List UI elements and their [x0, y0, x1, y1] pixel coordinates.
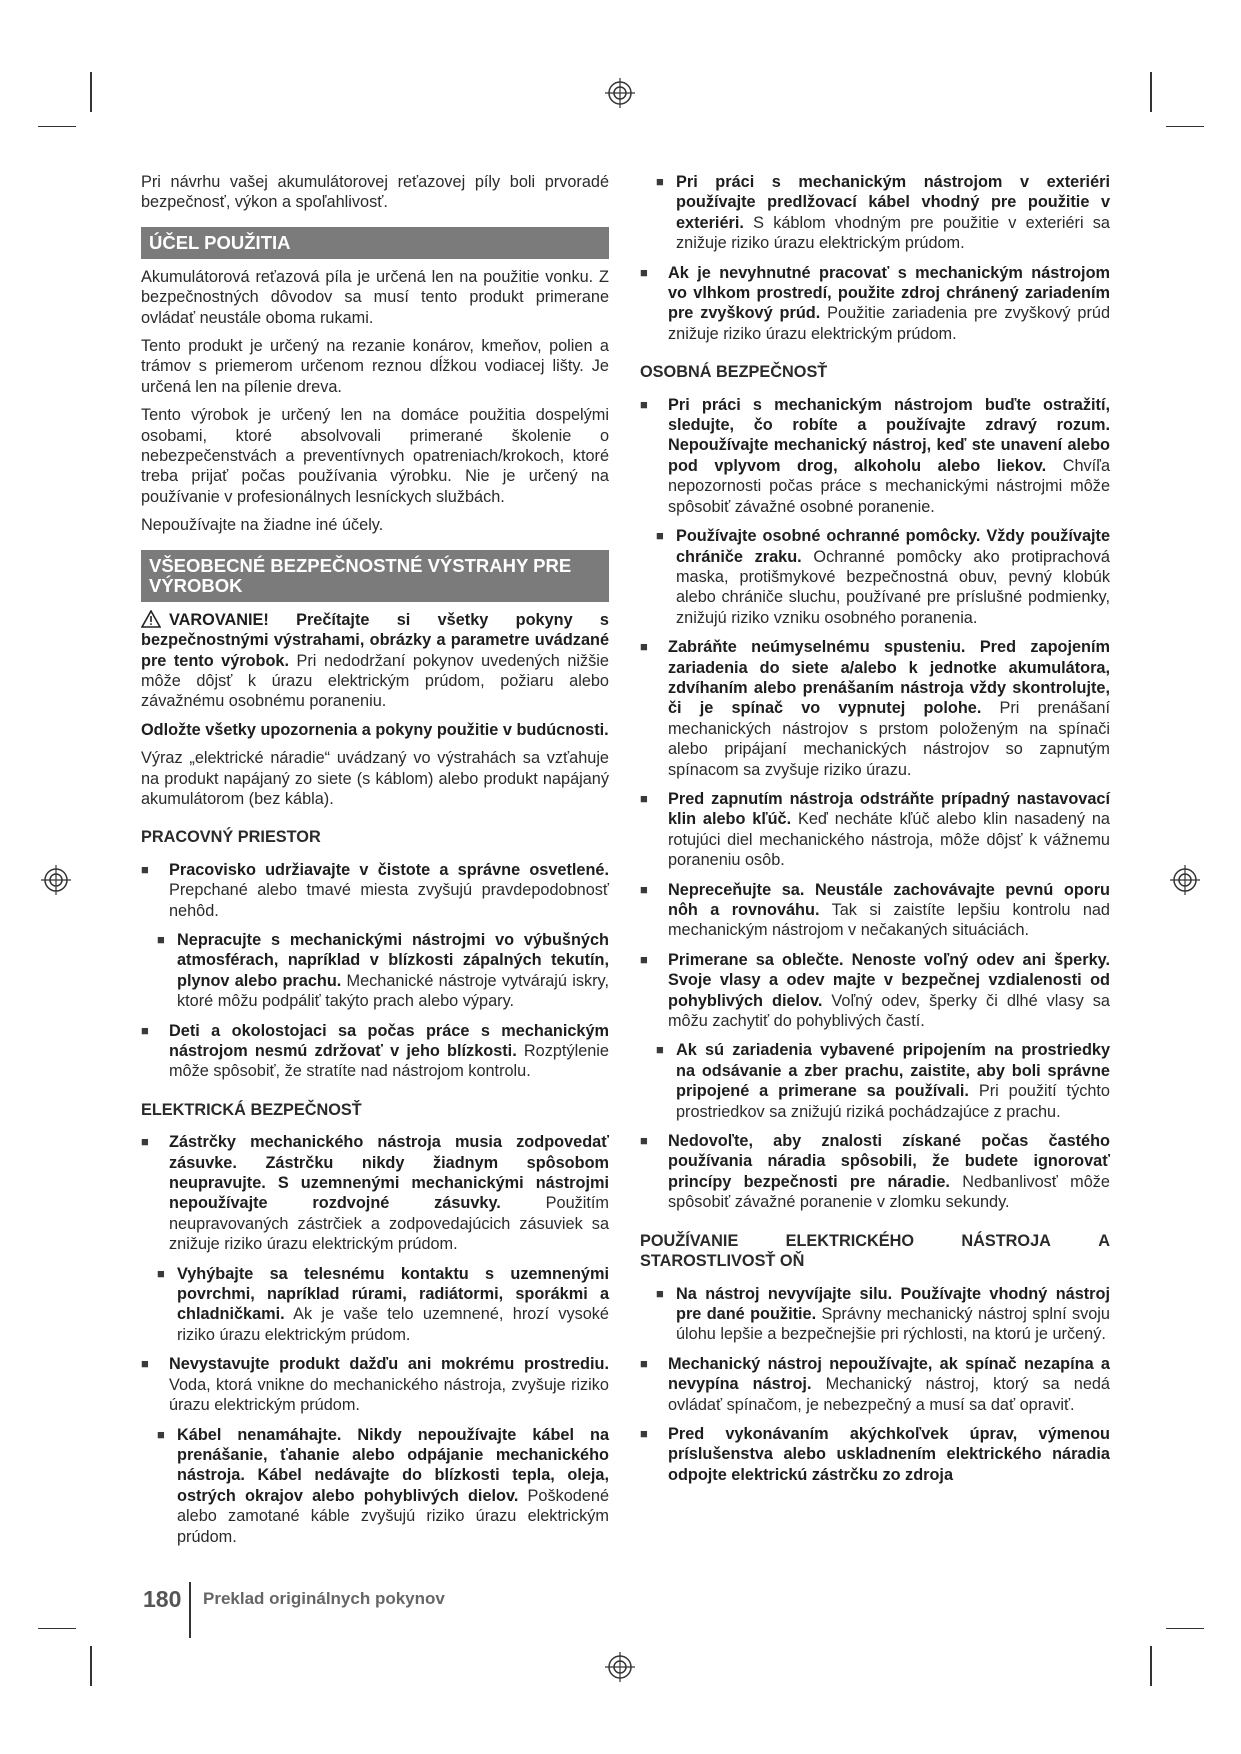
list-item-text: Rozptýlenie môže spôsobiť, že stratíte nad nástrojom kontrolu. [169, 1042, 609, 1081]
list-item-text: Voda, ktorá vnikne do mechanického nástroja, zvyšuje riziko úrazu elektrickým prúdom. [169, 1375, 609, 1415]
crop-mark [1150, 1646, 1152, 1686]
warning-bold: VAROVANIE! Prečítajte si všetky pokyny s bezpečnostnými výstrahami, obrázky a parametre uvádzané pre tento výrobok. [141, 610, 609, 670]
list-item-bold: Pri práci s mechanickým nástrojom buďte ostražití, sledujte, čo robíte a používajte zdravý rozum. Nepoužívajte mechanický nástroj, keď ste unavení alebo pod vplyvom drog, alkoholu alebo liekov. [668, 395, 1110, 475]
list-item [141, 860, 609, 921]
footer-title: Preklad originálnych pokynov [203, 1589, 445, 1608]
bullet-list [141, 1132, 609, 1547]
crop-mark [90, 72, 92, 112]
registration-mark-icon [41, 865, 71, 895]
left-column [141, 172, 609, 1556]
subheading-personal-safety: OSOBNÁ BEZPEČNOSŤ [640, 363, 828, 382]
list-item-text: Voľný odev, šperky či dlhé vlasy sa môžu zachytiť do pohyblivých častí. [668, 991, 1110, 1031]
list-item [141, 1132, 609, 1254]
crop-mark [38, 1628, 76, 1629]
list-item-bold: Pri práci s mechanickým nástrojom v exteriéri používajte predlžovací kábel vhodný pre použitie v exteriéri. [676, 173, 1110, 232]
list-item-bold: Pracovisko udržiavajte v čistote a správne osvetlené. [169, 860, 609, 879]
list-item [640, 526, 1110, 628]
list-item-text: Chvíľa nepozornosti počas práce s mechanickými nástrojmi môže spôsobiť závažné osobné poranenie. [668, 456, 1110, 516]
paragraph: Výraz „elektrické náradie“ uvádzaný vo výstrahách sa vzťahuje na produkt napájaný zo siete (s káblom) alebo produkt napájaný akumulátorom (bez kábla). [141, 749, 609, 808]
list-item-text: Správny mechanický nástroj splní svoju úlohu lepšie a bezpečnejšie pri rýchlosti, na ktorú je určený. [676, 1304, 1110, 1344]
intro-paragraph: Pri návrhu vašej akumulátorovej reťazovej píly boli prvoradé bezpečnosť, výkon a spoľahlivosť. [141, 173, 609, 212]
list-item-bold: Pred vykonávaním akýchkoľvek úprav, výmenou príslušenstva alebo uskladnením elektrického náradia odpojte elektrickú zástrčku zo zdroja [668, 1424, 1110, 1484]
list-item-bold: Ak sú zariadenia vybavené pripojením na prostriedky na odsávanie a zber prachu, zaistite, aby boli správne pripojené a primerane sa používali. [676, 1041, 1110, 1101]
list-item-text: Použitím neupravovaných zástrčiek a zodpovedajúcich zásuviek sa znižuje riziko úrazu elektrickým prúdom. [169, 1194, 609, 1254]
list-item-text: Pri prenášaní mechanických nástrojov s prstom položeným na spínači alebo pripájaní mechanických nástrojov so zapnutým spínacom sa zvyšuje riziko úrazu. [668, 699, 1110, 779]
list-item-bold: Nevystavujte produkt dažďu ani mokrému prostrediu. [169, 1355, 609, 1374]
bullet-list [640, 1284, 1110, 1486]
paragraph: Tento produkt je určený na rezanie konárov, kmeňov, polien a trámov s priemerom určenom reznou dĺžkou vodiacej lišty. Je určená len na pílenie dreva. [141, 337, 609, 396]
list-item-text: Tak si zaistíte lepšiu kontrolu nad mechanickým nástrojom v nečakaných situáciách. [668, 901, 1110, 940]
footer-divider [189, 1582, 191, 1638]
keep-instructions-text: Odložte všetky upozornenia a pokyny použitie v budúcnosti. [141, 720, 609, 739]
list-item-text: Ak je vaše telo uzemnené, hrozí vysoké riziko úrazu elektrickým prúdom. [177, 1305, 609, 1344]
list-item-text: Nedbanlivosť môže spôsobiť závažné poranenie v zlomku sekundy. [668, 1172, 1110, 1212]
list-item-bold: Na nástroj nevyvíjajte silu. Používajte vhodný nástroj pre dané použitie. [676, 1284, 1110, 1323]
registration-mark-icon [605, 1652, 635, 1682]
list-item [640, 637, 1110, 780]
list-item-text: Keď necháte kľúč alebo klin nasadený na rotujúci diel mechanického nástroja, môže dôjsť k vážnemu poraneniu osôb. [668, 810, 1110, 870]
list-item [141, 1425, 609, 1547]
subheading-word: ELEKTRICKÉHO [785, 1231, 915, 1250]
list-item-bold: Mechanický nástroj nepoužívajte, ak spínač nezapína a nevypína nástroj. [668, 1354, 1110, 1394]
paragraph: Tento výrobok je určený len na domáce použitia dospelými osobami, ktoré absolvovali primerané školenie o nebezpečenstvách a preventívnych opatreniach/krokoch, ktoré treba prijať počas používania výrobku. Nie je určený na používanie v profesionálnych lesníckych službách. [141, 406, 609, 506]
list-item-bold: Vyhýbajte sa telesnému kontaktu s uzemnenými povrchmi, napríklad rúrami, radiátormi, sporákmi a chladničkami. [177, 1264, 609, 1324]
list-item-bold: Deti a okolostojaci sa počas práce s mechanickým nástrojom nesmú zdržovať v jeho blízkosti. [169, 1021, 609, 1060]
list-item [640, 880, 1110, 941]
list-item-bold: Používajte osobné ochranné pomôcky. Vždy používajte chrániče zraku. [676, 527, 1110, 566]
keep-instructions [141, 720, 609, 740]
list-item-text: Pri použití týchto prostriedkov sa znižujú riziká pochádzajúce z prachu. [676, 1082, 1110, 1121]
list-item [640, 263, 1110, 345]
bullet-list [640, 395, 1110, 1213]
bullet-list [640, 172, 1110, 344]
list-item [141, 1354, 609, 1415]
page-number: 180 [143, 1586, 182, 1612]
list-item [141, 1021, 609, 1082]
subheading-work-area: PRACOVNÝ PRIESTOR [141, 828, 321, 847]
list-item-text: Použitie zariadenia pre zvyškový prúd znižuje riziko úrazu elektrickým prúdom. [668, 304, 1110, 343]
list-item-text: Ochranné pomôcky ako protiprachová maska, protišmykové bezpečnostná obuv, pevný klobúk alebo chrániče sluchu, používané pre príslušné podmienky, znižujú riziko vzniku osobného poranenia. [676, 547, 1110, 627]
list-item-text: Prepchané alebo tmavé miesta zvyšujú pravdepodobnosť nehôd. [169, 881, 609, 920]
list-item-bold: Zabráňte neúmyselnému spusteniu. Pred zapojením zariadenia do siete a/alebo k jednotke akumulátora, zdvíhaním alebo prenášaním nástroja vždy skontrolujte, či je spínač vo vypnutej polohe. [668, 638, 1110, 718]
subheading-word: NÁSTROJA [961, 1231, 1051, 1250]
list-item [141, 930, 609, 1012]
list-item-bold: Primerane sa oblečte. Nenoste voľný odev ani šperky. Svoje vlasy a odev majte v bezpečnej vzdialenosti od pohyblivých dielov. [668, 950, 1110, 1010]
subheading-electrical-safety: ELEKTRICKÁ BEZPEČNOSŤ [141, 1100, 362, 1119]
list-item-text: Mechanické nástroje vytvárajú iskry, ktoré môžu podpáliť takýto prach alebo výpary. [177, 971, 609, 1011]
list-item [640, 172, 1110, 254]
subheading-word: A [1098, 1231, 1110, 1250]
section-title-intended-use: ÚČEL POUŽITIA [141, 227, 609, 259]
list-item [640, 789, 1110, 871]
list-item [640, 1131, 1110, 1213]
warning-paragraph [141, 610, 609, 712]
registration-mark-icon [605, 78, 635, 108]
crop-mark [1150, 72, 1152, 112]
list-item [640, 950, 1110, 1032]
warning-triangle-icon [141, 610, 161, 628]
subheading-tool-use-and-care [640, 1231, 1110, 1272]
list-item-bold: Nepreceňujte sa. Neustále zachovávajte pevnú oporu nôh a rovnováhu. [668, 880, 1110, 919]
list-item [141, 1264, 609, 1346]
crop-mark [90, 1646, 92, 1686]
crop-mark [1166, 126, 1204, 127]
subheading-line [640, 1231, 1110, 1251]
warning-text: Pri nedodržaní pokynov uvedených nižšie môže dôjsť k úrazu elektrickým prúdom, požiaru alebo závažnému osobnému poraneniu. [141, 651, 609, 711]
list-item-text: Poškodené alebo zamotané káble zvyšujú riziko úrazu elektrickým prúdom. [177, 1486, 609, 1546]
list-item [640, 395, 1110, 517]
section-title-general-safety: VŠEOBECNÉ BEZPEČNOSTNÉ VÝSTRAHY PRE VÝROBOK [141, 550, 609, 602]
list-item [640, 1354, 1110, 1415]
bullet-list [141, 860, 609, 1082]
registration-mark-icon [1170, 865, 1200, 895]
paragraph: Akumulátorová reťazová píla je určená len na použitie vonku. Z bezpečnostných dôvodov sa musí tento produkt primerane ovládať neustále oboma rukami. [141, 267, 609, 327]
list-item-bold: Nepracujte s mechanickými nástrojmi vo výbušných atmosférach, napríklad v blízkosti zápalných tekutín, plynov alebo prachu. [177, 930, 609, 990]
subheading-word: POUŽÍVANIE [640, 1231, 739, 1250]
list-item-bold: Ak je nevyhnutné pracovať s mechanickým nástrojom vo vlhkom prostredí, použite zdroj chránený zariadením pre zvyškový prúd. [668, 263, 1110, 323]
list-item [640, 1040, 1110, 1122]
list-item [640, 1424, 1110, 1485]
list-item [640, 1284, 1110, 1345]
right-column [640, 172, 1110, 1494]
list-item-text: Mechanický nástroj, ktorý sa nedá ovládať spínačom, je nebezpečný a musí sa dať opraviť. [668, 1375, 1110, 1414]
list-item-bold: Zástrčky mechanického nástroja musia zodpovedať zásuvke. Zástrčku nikdy žiadnym spôsobom neupravujte. S uzemnenými mechanickými nástrojmi nepoužívajte rozdvojné zásuvky. [169, 1133, 609, 1213]
list-item-bold: Nedovoľte, aby znalosti získané počas častého používania náradia spôsobili, že budete ignorovať princípy bezpečnosti pre náradie. [668, 1132, 1110, 1191]
paragraph: Nepoužívajte na žiadne iné účely. [141, 516, 384, 535]
subheading-line: STAROSTLIVOSŤ OŇ [640, 1252, 805, 1271]
list-item-bold: Kábel nenamáhajte. Nikdy nepoužívajte kábel na prenášanie, ťahanie alebo odpájanie mechanického nástroja. Kábel nedávajte do blízkosti tepla, oleja, ostrých okrajov alebo pohyblivých dielov. [177, 1425, 609, 1505]
crop-mark [1166, 1628, 1204, 1629]
list-item-bold: Pred zapnutím nástroja odstráňte prípadný nastavovací klin alebo kľúč. [668, 789, 1110, 829]
list-item-text: S káblom vhodným pre použitie v exteriéri sa znižuje riziko úrazu elektrickým prúdom. [676, 213, 1110, 253]
crop-mark [38, 126, 76, 127]
